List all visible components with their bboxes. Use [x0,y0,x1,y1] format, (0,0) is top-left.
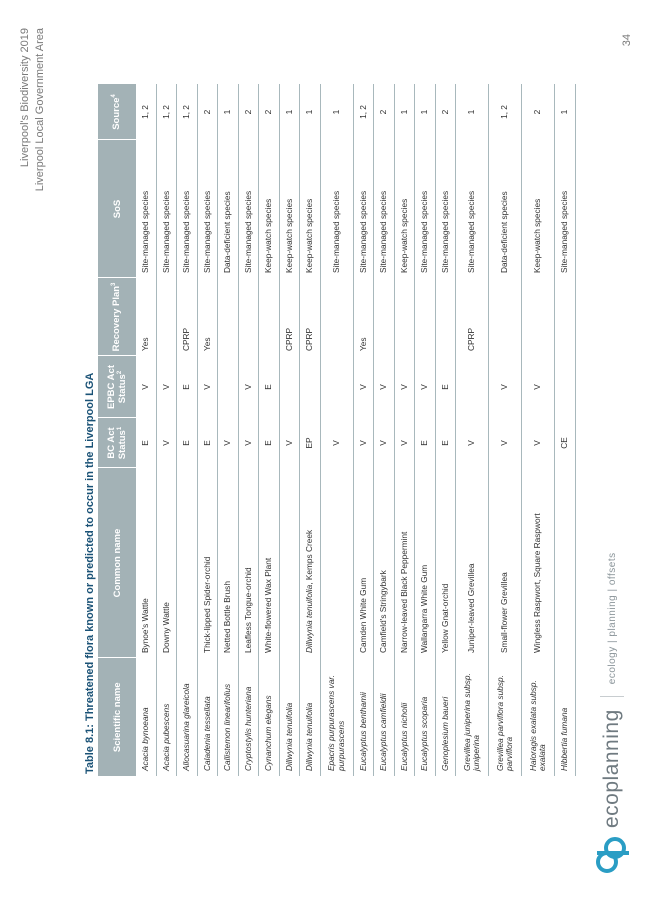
scientific-name-cell: Eucalyptus camfieldii [374,658,395,776]
common-name-cell: Wallangarra White Gum [415,468,436,658]
col-recovery-plan: Recovery Plan$^3$ [98,278,136,356]
common-name-cell: Thick-lipped Spider-orchid [197,468,218,658]
scientific-name-cell: Dillwynia tenuifolia [300,658,321,776]
source-cell: 1 [279,84,300,140]
header-subtitle: Liverpool Local Government Area [34,28,46,192]
footer [593,552,631,874]
bc-act-cell: E [415,418,436,468]
source-cell: 1 [300,84,321,140]
epbc-act-cell [300,356,321,418]
source-cell: 1 [394,84,415,140]
bc-act-cell: V [353,418,374,468]
scientific-name-cell: Callistemon linearifolius [218,658,239,776]
table-row [300,84,321,776]
source-cell: 1, 2 [489,84,522,140]
col-bc-act: BC Act Status$^1$ [98,418,136,468]
bc-act-cell: V [394,418,415,468]
source-cell: 2 [197,84,218,140]
common-name-cell: Netted Bottle Brush [218,468,239,658]
epbc-act-cell [456,356,489,418]
epbc-act-cell: V [136,356,156,418]
sos-cell: Keep-watch species [259,140,280,278]
common-name-cell: Narrow-leaved Black Peppermint [394,468,415,658]
bc-act-cell: V [320,418,353,468]
scientific-name-cell: Acacia bynoeana [136,658,156,776]
source-cell: 1, 2 [177,84,198,140]
col-common-name: Common name [98,468,136,658]
col-source: Source$^4$ [98,84,136,140]
recovery-plan-cell: CPRP [456,278,489,356]
header-title: Liverpool's Biodiversity 2019 [19,28,31,168]
source-cell: 1, 2 [156,84,177,140]
source-cell: 2 [374,84,395,140]
recovery-plan-cell [238,278,259,356]
common-name-cell: White-flowered Wax Plant [259,468,280,658]
sos-cell: Site-managed species [353,140,374,278]
table-row [415,84,436,776]
sos-cell: Keep-watch species [300,140,321,278]
recovery-plan-cell [218,278,239,356]
bc-act-cell: V [522,418,555,468]
table-row [374,84,395,776]
recovery-plan-cell [555,278,576,356]
epbc-act-cell: E [177,356,198,418]
scientific-name-cell: Eucalyptus nicholii [394,658,415,776]
brand-name: ecoplanning [600,696,624,828]
scientific-name-cell: Epacris purpurascens var. purpurascens [320,658,353,776]
common-name-cell [300,468,321,658]
common-name-cell: Downy Wattle [156,468,177,658]
epbc-act-cell [555,356,576,418]
table-row [238,84,259,776]
source-cell: 2 [259,84,280,140]
bc-act-cell: V [456,418,489,468]
table-row [218,84,239,776]
source-cell: 1, 2 [136,84,156,140]
common-name-cell: Yellow Gnat-orchid [435,468,456,658]
sos-cell: Site-managed species [374,140,395,278]
flora-table [98,84,576,777]
table-row [136,84,156,776]
epbc-act-cell: V [394,356,415,418]
epbc-act-cell: E [435,356,456,418]
document-header [18,28,48,191]
bc-act-cell: EP [300,418,321,468]
scientific-name-cell: Genoplesium baueri [435,658,456,776]
table-row [197,84,218,776]
recovery-plan-cell [435,278,456,356]
source-cell: 2 [522,84,555,140]
common-name-cell: Wingless Raspwort, Square Raspwort [522,468,555,658]
common-name-cell: Small-flower Grevillea [489,468,522,658]
bc-act-cell: V [279,418,300,468]
scientific-name-cell: Eucalyptus benthamii [353,658,374,776]
common-name-cell: Camden White Gum [353,468,374,658]
sos-cell: Site-managed species [415,140,436,278]
common-name-cell [177,468,198,658]
scientific-name-cell: Dillwynia tenuifolia [279,658,300,776]
epbc-act-cell [218,356,239,418]
common-name-cell [555,468,576,658]
epbc-act-cell: V [415,356,436,418]
page-number: 34 [621,34,633,47]
recovery-plan-cell: CPRP [279,278,300,356]
scientific-name-cell: Grevillea parviflora subsp. parviflora [489,658,522,776]
sos-cell: Site-managed species [555,140,576,278]
source-cell: 2 [238,84,259,140]
recovery-plan-cell: CPRP [177,278,198,356]
recovery-plan-cell [156,278,177,356]
source-cell: 1 [415,84,436,140]
scientific-name-cell: Cynanchum elegans [259,658,280,776]
table-row [456,84,489,776]
source-cell: 1 [218,84,239,140]
bc-act-cell: V [238,418,259,468]
scientific-name-cell: Caladenia tessellata [197,658,218,776]
epbc-act-cell: V [374,356,395,418]
common-name-cell: Bynoe's Wattle [136,468,156,658]
sos-cell: Site-managed species [177,140,198,278]
sos-cell: Keep-watch species [279,140,300,278]
sos-cell: Site-managed species [136,140,156,278]
source-cell: 1 [456,84,489,140]
table-row [353,84,374,776]
source-cell: 2 [435,84,456,140]
epbc-act-cell [279,356,300,418]
scientific-name-cell: Hibbertia fumana [555,658,576,776]
scientific-name-cell: Cryptostylis hunteriana [238,658,259,776]
brand-tagline: ecology | planning | offsets [606,552,618,685]
bc-act-cell: V [374,418,395,468]
recovery-plan-cell [415,278,436,356]
col-sos: SoS [98,140,136,278]
epbc-act-cell: V [238,356,259,418]
common-name-cell [320,468,353,658]
table-row [320,84,353,776]
table-header-row [98,84,136,776]
recovery-plan-cell: Yes [197,278,218,356]
sos-cell: Site-managed species [197,140,218,278]
sos-cell: Keep-watch species [394,140,415,278]
table-row [489,84,522,776]
epbc-act-cell: V [522,356,555,418]
recovery-plan-cell: Yes [353,278,374,356]
bc-act-cell: E [136,418,156,468]
recovery-plan-cell: Yes [136,278,156,356]
bc-act-cell: E [435,418,456,468]
table-caption: Table 8.1: Threatened flora known or predicted to occur in the Liverpool LGA [84,372,96,774]
scientific-name-cell: Acacia pubescens [156,658,177,776]
ecoplanning-logo-icon [593,834,631,874]
epbc-act-cell: V [197,356,218,418]
sos-cell: Site-managed species [456,140,489,278]
col-epbc-act: EPBC Act Status$^2$ [98,356,136,418]
bc-act-cell: E [177,418,198,468]
source-cell: 1 [320,84,353,140]
recovery-plan-cell [522,278,555,356]
sos-cell: Site-managed species [435,140,456,278]
epbc-act-cell [320,356,353,418]
source-cell: 1 [555,84,576,140]
epbc-act-cell: V [156,356,177,418]
common-name-cell: Juniper-leaved Grevillea [456,468,489,658]
col-scientific-name: Scientific name [98,658,136,776]
epbc-act-cell: V [489,356,522,418]
sos-cell: Site-managed species [156,140,177,278]
common-name-cell [279,468,300,658]
table-row [435,84,456,776]
epbc-act-cell: V [353,356,374,418]
bc-act-cell: V [489,418,522,468]
common-name-italic: Dillwynia tenuifolia [304,584,314,653]
bc-act-cell: E [197,418,218,468]
table-row [394,84,415,776]
bc-act-cell: E [259,418,280,468]
table-row [279,84,300,776]
scientific-name-cell: Grevillea juniperina subsp. juniperina [456,658,489,776]
epbc-act-cell: E [259,356,280,418]
recovery-plan-cell [259,278,280,356]
recovery-plan-cell: CPRP [300,278,321,356]
scientific-name-cell: Allocasuarina glareicola [177,658,198,776]
common-name-cell: Camfield's Stringybark [374,468,395,658]
recovery-plan-cell [489,278,522,356]
scientific-name-cell: Haloragis exalata subsp. exalata [522,658,555,776]
table-row [259,84,280,776]
common-name-cell: Leafless Tongue-orchid [238,468,259,658]
sos-cell: Site-managed species [238,140,259,278]
table-row [177,84,198,776]
bc-act-cell: CE [555,418,576,468]
recovery-plan-cell [394,278,415,356]
recovery-plan-cell [374,278,395,356]
sos-cell: Site-managed species [320,140,353,278]
table-row [555,84,576,776]
sos-cell: Data-deficient species [489,140,522,278]
scientific-name-cell: Eucalyptus scoparia [415,658,436,776]
sos-cell: Keep-watch species [522,140,555,278]
common-name-rest: , Kemps Creek [304,529,314,585]
recovery-plan-cell [320,278,353,356]
source-cell: 1, 2 [353,84,374,140]
sos-cell: Data-deficient species [218,140,239,278]
bc-act-cell: V [218,418,239,468]
bc-act-cell: V [156,418,177,468]
table-row [522,84,555,776]
table-row [156,84,177,776]
